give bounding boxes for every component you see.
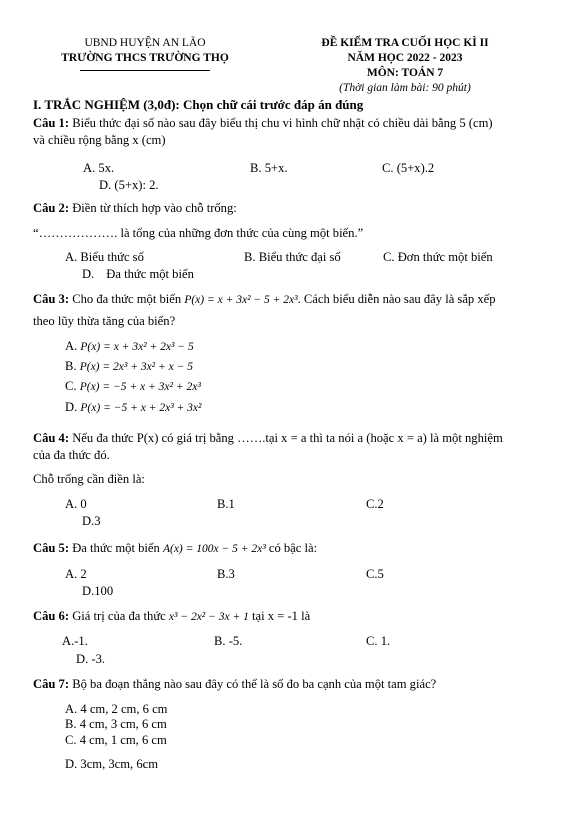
school-year: NĂM HỌC 2022 - 2023 (347, 52, 463, 64)
q6-option-b[interactable]: B. -5. (214, 634, 243, 648)
q5-polynomial: A(x) = 100x − 5 + 2x³ (162, 543, 266, 555)
q2-quote: “………………. là tổng của những đơn thức của cùng một biến.” (33, 226, 364, 240)
section-title: I. TRẮC NGHIỆM (3,0đ): Chọn chữ cái trước đáp án đúng (33, 97, 364, 112)
q4-option-d[interactable]: D.3 (82, 514, 101, 528)
school-name: TRƯỜNG THCS TRƯỜNG THỌ (61, 52, 229, 64)
q3-option-d[interactable]: D. P(x) = −5 + x + 2x³ + 3x² (65, 400, 202, 414)
q1-option-d[interactable]: D. (5+x): 2. (99, 178, 159, 192)
q4-option-b[interactable]: B.1 (217, 497, 235, 511)
q6-option-a[interactable]: A.-1. (62, 634, 88, 648)
duration: (Thời gian làm bài: 90 phút) (339, 82, 471, 94)
question-2-text: Câu 2: Điền từ thích hợp vào chỗ trống: (33, 201, 237, 215)
q2-option-b[interactable]: B. Biểu thức đại số (244, 250, 341, 264)
q4-option-c[interactable]: C.2 (366, 497, 384, 511)
question-7-text: Câu 7: Bộ ba đoạn thẳng nào sau đây có thể là số đo ba cạnh của một tam giác? (33, 677, 437, 691)
question-4-text-2: của đa thức đó. (33, 448, 110, 462)
q1-option-b[interactable]: B. 5+x. (250, 161, 288, 175)
q6-option-c[interactable]: C. 1. (366, 634, 391, 648)
question-1-text-2: và chiều rộng bằng x (cm) (33, 133, 166, 147)
school-underline (80, 70, 210, 71)
subject: MÔN: TOÁN 7 (366, 67, 444, 79)
q7-option-b[interactable]: B. 4 cm, 3 cm, 6 cm (65, 717, 167, 731)
q5-option-c[interactable]: C.5 (366, 567, 384, 581)
q3-polynomial: P(x) = x + 3x² − 5 + 2x³ (184, 294, 298, 306)
q2-option-d[interactable]: D. Đa thức một biến (82, 267, 194, 281)
question-4-text: Câu 4: Nếu đa thức P(x) có giá trị bằng …….tại x = a thì ta nói a (hoặc x = a) là một nghiệm (33, 431, 503, 445)
q5-option-d[interactable]: D.100 (82, 584, 114, 598)
question-6-text: Câu 6: Giá trị của đa thức x³ − 2x² − 3x + 1 tại x = -1 là (33, 609, 311, 623)
q3-option-a[interactable]: A. P(x) = x + 3x² + 2x³ − 5 (65, 339, 194, 353)
q3-option-c[interactable]: C. P(x) = −5 + x + 3x² + 2x³ (65, 379, 201, 393)
q1-option-a[interactable]: A. 5x. (83, 161, 115, 175)
question-label: Câu 1: (33, 116, 70, 130)
exam-title: ĐỀ KIỂM TRA CUỐI HỌC KÌ II (321, 37, 489, 49)
q7-option-a[interactable]: A. 4 cm, 2 cm, 6 cm (65, 702, 168, 716)
q5-option-b[interactable]: B.3 (217, 567, 235, 581)
question-4-text-3: Chỗ trống cần điền là: (33, 472, 145, 486)
question-1-text: Câu 1: Biểu thức đại số nào sau đây biểu thị chu vi hình chữ nhật có chiều dài bằng 5 (cm) (33, 116, 493, 130)
question-3-text: Câu 3: Cho đa thức một biến P(x) = x + 3x² − 5 + 2x³. Cách biểu diễn nào sau đây là sắp xếp (33, 292, 496, 306)
q2-option-a[interactable]: A. Biểu thức số (65, 250, 144, 264)
q6-polynomial: x³ − 2x² − 3x + 1 (168, 611, 249, 623)
q6-option-d[interactable]: D. -3. (76, 652, 106, 666)
q1-option-c[interactable]: C. (5+x).2 (382, 161, 435, 175)
question-3-text-2: theo lũy thừa tăng của biến? (33, 314, 176, 328)
district-name: UBND HUYỆN AN LÃO (84, 37, 206, 49)
q7-option-c[interactable]: C. 4 cm, 1 cm, 6 cm (65, 733, 167, 747)
q4-option-a[interactable]: A. 0 (65, 497, 87, 511)
q3-option-b[interactable]: B. P(x) = 2x³ + 3x² + x − 5 (65, 359, 194, 373)
q5-option-a[interactable]: A. 2 (65, 567, 87, 581)
q7-option-d[interactable]: D. 3cm, 3cm, 6cm (65, 757, 159, 771)
q2-option-c[interactable]: C. Đơn thức một biến (383, 250, 493, 264)
question-5-text: Câu 5: Đa thức một biến A(x) = 100x − 5 + 2x³ có bậc là: (33, 541, 318, 555)
